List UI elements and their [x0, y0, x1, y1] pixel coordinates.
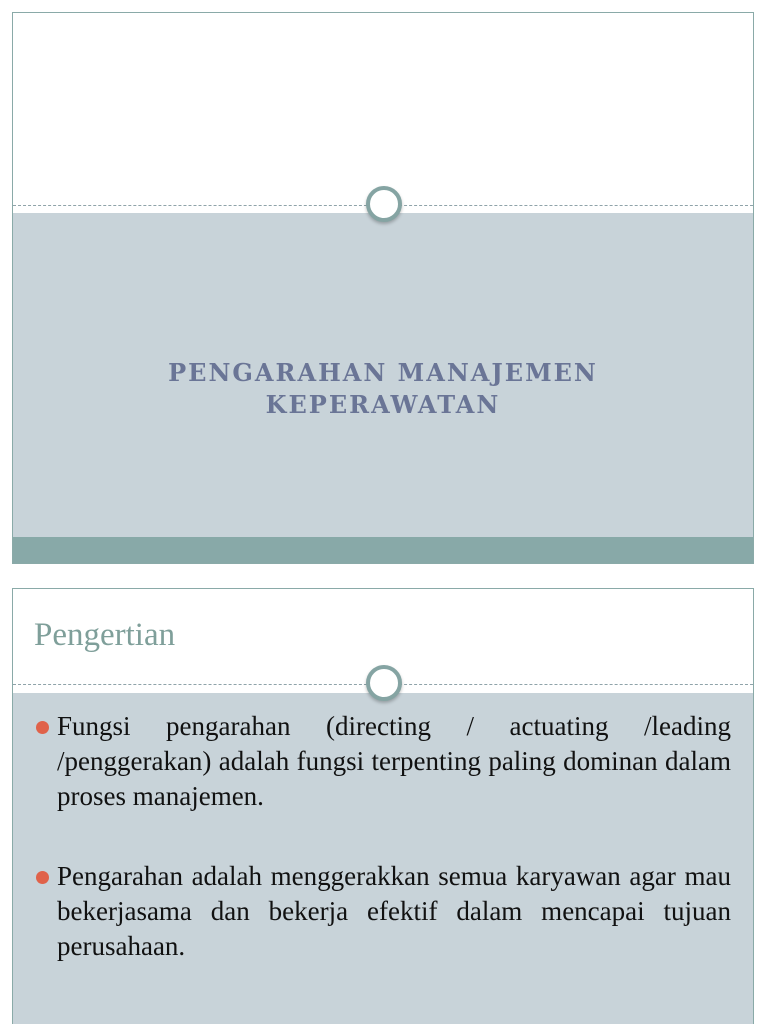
circle-ornament-icon: [366, 186, 402, 222]
list-item: [33, 859, 731, 964]
bullet-list: [33, 709, 731, 1009]
bullet-dot-icon: [36, 721, 49, 734]
bullet-text: Pengarahan adalah menggerakkan semua karyawan agar mau bekerjasama dan bekerja efektif dalam mencapai tujuan perusahaan.: [57, 861, 731, 961]
bullet-dot-icon: [36, 871, 49, 884]
list-item: [33, 709, 731, 814]
circle-ornament-icon: [366, 665, 402, 701]
footer-bar: [13, 537, 753, 564]
slide-title-line-2: KEPERAWATAN: [265, 390, 501, 419]
content-slide: [12, 588, 754, 1024]
bullet-text: Fungsi pengarahan (directing / actuating /leading /penggerakan) adalah fungsi terpenting paling dominan dalam proses manajemen.: [57, 711, 731, 811]
slide-title-line-1: PENGARAHAN MANAJEMEN: [168, 358, 598, 387]
title-slide: [12, 12, 754, 564]
slide-title: [13, 357, 753, 421]
slide-heading: Pengertian: [34, 617, 176, 653]
